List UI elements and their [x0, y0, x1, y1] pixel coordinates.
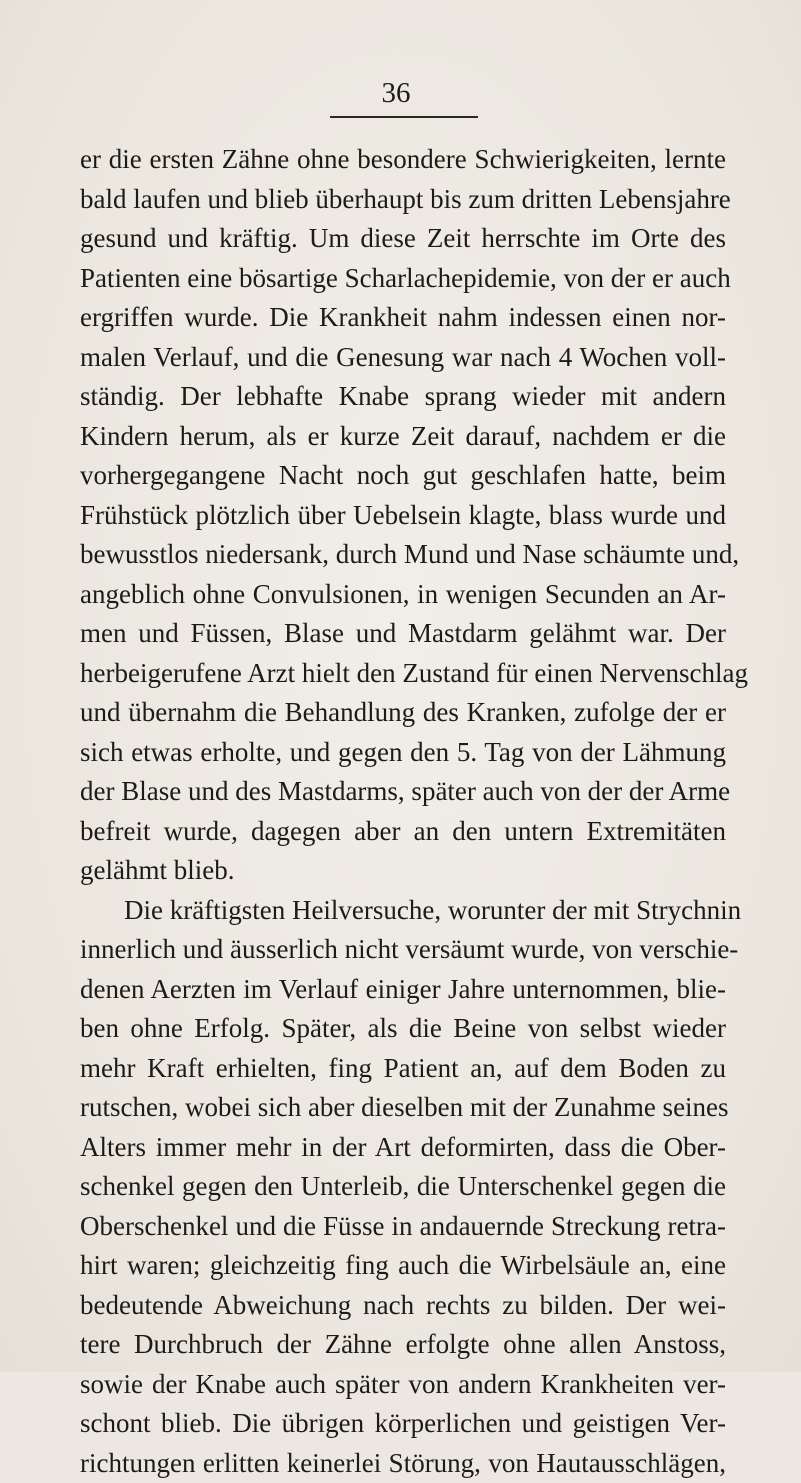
text-line: bedeutende Abweichung nach rechts zu bilden. Der wei-: [80, 1286, 726, 1326]
text-line: bewusstlos niedersank, durch Mund und Nase schäumte und,: [80, 535, 726, 575]
text-line: vorhergegangene Nacht noch gut geschlafen hatte, beim: [80, 456, 726, 496]
text-line: ständig. Der lebhafte Knabe sprang wieder mit andern: [80, 377, 726, 417]
text-line: ben ohne Erfolg. Später, als die Beine von selbst wieder: [80, 1009, 726, 1049]
text-line: schenkel gegen den Unterleib, die Unterschenkel gegen die: [80, 1167, 726, 1207]
text-line: angeblich ohne Convulsionen, in wenigen Secunden an Ar-: [80, 575, 726, 615]
text-line: richtungen erlitten keinerlei Störung, von Hautausschlägen,: [80, 1444, 726, 1483]
text-line: sich etwas erholte, und gegen den 5. Tag von der Lähmung: [80, 733, 726, 773]
text-line: befreit wurde, dagegen aber an den untern Extremitäten: [80, 812, 726, 852]
text-line: Patienten eine bösartige Scharlachepidemie, von der er auch: [80, 259, 726, 299]
text-line: ergriffen wurde. Die Krankheit nahm indessen einen nor-: [80, 298, 726, 338]
text-line: men und Füssen, Blase und Mastdarm gelähmt war. Der: [80, 614, 726, 654]
text-line: Alters immer mehr in der Art deformirten, dass die Ober-: [80, 1128, 726, 1168]
text-line: tere Durchbruch der Zähne erfolgte ohne allen Anstoss,: [80, 1325, 726, 1365]
text-line: herbeigerufene Arzt hielt den Zustand für einen Nervenschlag: [80, 654, 726, 694]
text-line: er die ersten Zähne ohne besondere Schwierigkeiten, lernte: [80, 140, 726, 180]
text-line: rutschen, wobei sich aber dieselben mit der Zunahme seines: [80, 1088, 726, 1128]
body-text: [80, 140, 726, 1483]
text-line: gesund und kräftig. Um diese Zeit herrschte im Orte des: [80, 219, 726, 259]
text-line: denen Aerzten im Verlauf einiger Jahre unternommen, blie-: [80, 970, 726, 1010]
text-line: mehr Kraft erhielten, fing Patient an, auf dem Boden zu: [80, 1049, 726, 1089]
text-line: der Blase und des Mastdarms, später auch von der der Arme: [80, 772, 726, 812]
page-number: 36: [368, 76, 424, 110]
text-line: Frühstück plötzlich über Uebelsein klagte, blass wurde und: [80, 496, 726, 536]
text-line: und übernahm die Behandlung des Kranken, zufolge der er: [80, 693, 726, 733]
text-line: malen Verlauf, und die Genesung war nach 4 Wochen voll-: [80, 338, 726, 378]
text-line: sowie der Knabe auch später von andern Krankheiten ver-: [80, 1365, 726, 1405]
text-line: schont blieb. Die übrigen körperlichen und geistigen Ver-: [80, 1404, 726, 1444]
text-line: innerlich und äusserlich nicht versäumt wurde, von verschie-: [80, 930, 726, 970]
text-line: bald laufen und blieb überhaupt bis zum dritten Lebensjahre: [80, 180, 726, 220]
paragraph-end-line: gelähmt blieb.: [80, 851, 726, 891]
text-line: hirt waren; gleichzeitig fing auch die Wirbelsäule an, eine: [80, 1246, 726, 1286]
paragraph-start-line: Die kräftigsten Heilversuche, worunter der mit Strychnin: [80, 891, 726, 931]
header-rule: [330, 116, 478, 118]
text-line: Kindern herum, als er kurze Zeit darauf, nachdem er die: [80, 417, 726, 457]
text-line: Oberschenkel und die Füsse in andauernde Streckung retra-: [80, 1207, 726, 1247]
